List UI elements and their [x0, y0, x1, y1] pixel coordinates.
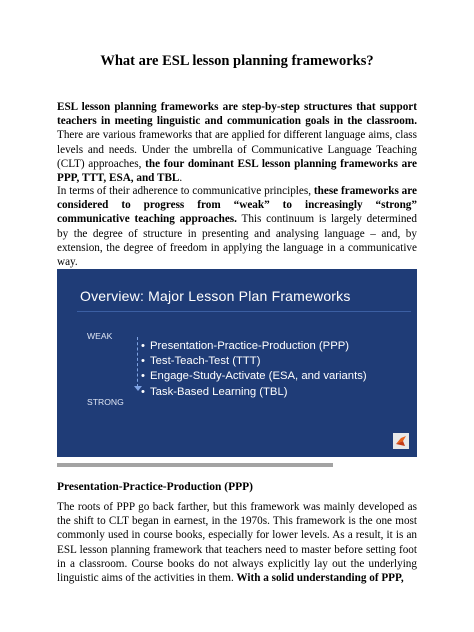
bullet-icon: • — [141, 370, 145, 383]
overview-slide-image — [57, 269, 417, 457]
bullet-icon: • — [141, 355, 145, 368]
intro-paragraph — [57, 100, 417, 185]
weak-label: WEAK — [87, 331, 113, 341]
intro-period: . — [179, 172, 183, 185]
framework-item — [141, 385, 367, 400]
framework-item — [141, 339, 367, 354]
intro-bold-end: the four dominant ESL lesson planning frameworks are PPP, TTT, ESA, and TBL — [57, 157, 418, 185]
bullet-icon: • — [141, 385, 145, 398]
office-logo-icon — [393, 433, 409, 449]
continuum-arrow-line — [137, 337, 138, 387]
framework-item-label: Presentation-Practice-Production (PPP) — [150, 340, 350, 352]
ppp-heading: Presentation-Practice-Production (PPP) — [57, 481, 253, 493]
adherence-end: This continuum is largely determined by the degree of structure in presenting and analysing language – and, by extension, the degree of freedom in applying the language in a communicative way. — [57, 213, 417, 269]
adherence-paragraph — [57, 184, 417, 269]
slide-divider — [77, 311, 411, 312]
framework-item-label: Task-Based Learning (TBL) — [150, 385, 288, 398]
intro-bold-lead: ESL lesson planning frameworks are step-by-step structures that support teachers in meeting linguistic and communication goals in the classroom. — [57, 101, 417, 128]
ppp-bold-end: With a solid understanding of PPP, — [233, 572, 404, 585]
page-title: What are ESL lesson planning frameworks? — [100, 53, 374, 69]
ppp-body-text: The roots of PPP go back farther, but this framework was mainly developed as the shift to CLT began in earnest, in the 1970s. This framework is the one most commonly used in course books, especially for lower levels. As a result, it is an ESL lesson planning framework that teachers need to master before setting foot in a classroom. Course books do not always explicitly lay out the underlying linguistic aims of the activities in them. — [57, 501, 417, 585]
adherence-lead: In terms of their adherence to communicative principles, — [57, 185, 312, 197]
framework-item — [141, 354, 367, 369]
bullet-icon: • — [141, 340, 145, 352]
ppp-paragraph — [57, 500, 417, 585]
framework-item — [141, 369, 367, 384]
intro-body-text: There are various frameworks that are applied for different language aims, class levels and needs. Under the umbrella of Communicative Language Teaching (CLT) approaches, — [57, 129, 417, 170]
strong-label: STRONG — [87, 397, 124, 407]
framework-item-label: Test-Teach-Test (TTT) — [150, 355, 261, 368]
slide-title: Overview: Major Lesson Plan Frameworks — [80, 288, 351, 304]
framework-item-label: Engage-Study-Activate (ESA, and variants) — [150, 370, 367, 383]
section-divider-bar — [57, 463, 333, 467]
framework-list — [141, 339, 367, 400]
adherence-bold: these frameworks are considered to progress from “weak” to increasingly “strong” communicative teaching approaches. — [57, 185, 417, 226]
